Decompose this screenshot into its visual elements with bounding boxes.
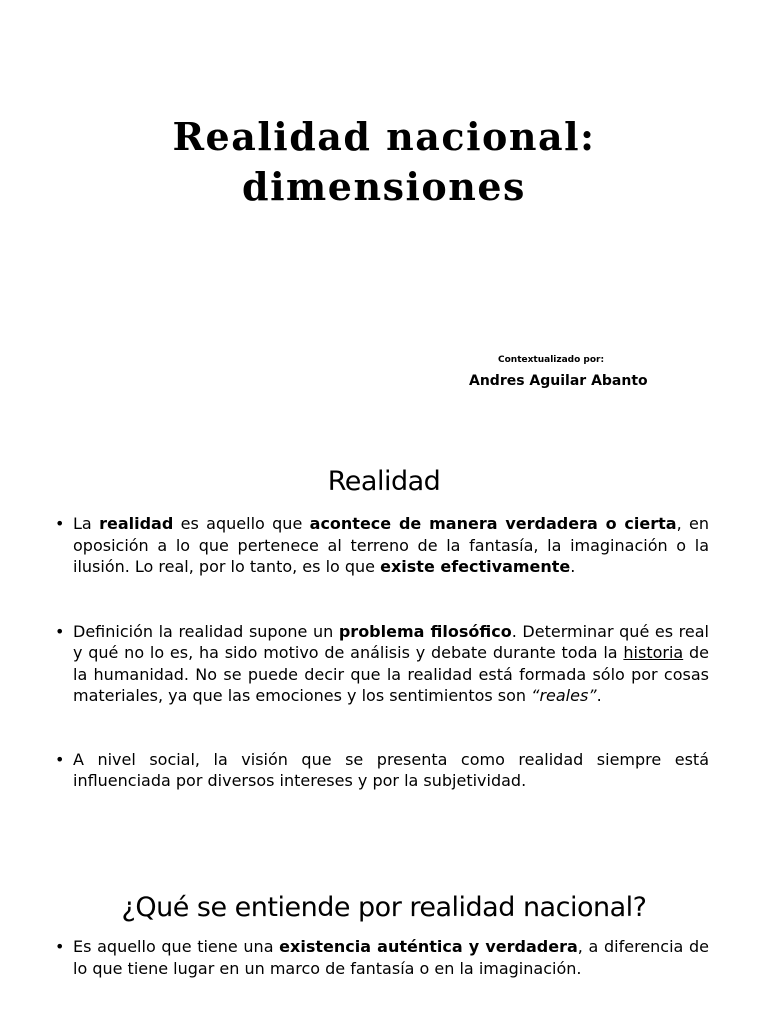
bullet-text: La — [73, 514, 100, 533]
bullet-italic-text: “reales” — [531, 686, 597, 705]
bullet-item — [55, 621, 709, 707]
realidad-nacional-heading: ¿Qué se entiende por realidad nacional? — [121, 892, 647, 923]
cover-slide — [0, 0, 768, 438]
cover-title-line2: dimensiones — [242, 164, 526, 209]
bullet-text: es aquello que — [173, 514, 310, 533]
realidad-bullet-list — [55, 513, 709, 792]
bullet-text: . — [570, 557, 576, 576]
realidad-nacional-slide — [0, 858, 768, 1024]
bullet-text: , en oposición a lo que pertenece al terreno de la fantasía, la imaginación o la ilusión. Lo real, por lo tanto, es lo que — [73, 514, 709, 576]
bullet-text: . Determinar qué es real y qué no lo es, ha sido motivo de análisis y debate durante toda la — [73, 621, 709, 662]
bullet-text: , a diferencia de lo que tiene lugar en un marco de fantasía o en la imaginación. — [73, 937, 710, 978]
bullet-item — [55, 936, 709, 979]
context-label: Contextualizado por: — [498, 355, 605, 365]
bullet-text: . — [596, 686, 602, 705]
bullet-bold-text: realidad — [99, 514, 174, 533]
bullet-text: Definición la realidad supone un — [73, 621, 339, 641]
bullet-item — [55, 749, 709, 792]
author-name: Andres Aguilar Abanto — [469, 373, 648, 389]
bullet-bold-text: problema filosófico — [338, 621, 512, 641]
realidad-heading: Realidad — [327, 466, 441, 497]
cover-title — [0, 112, 768, 212]
historia-link[interactable]: historia — [623, 643, 684, 662]
bullet-text: de la humanidad. No se puede decir que la realidad está formada sólo por cosas materiales, ya que las emociones y los sentimientos son — [73, 643, 709, 705]
realidad-slide — [0, 438, 768, 858]
cover-title-line1: Realidad nacional: — [172, 114, 596, 159]
realidad-nacional-bullet-list — [55, 936, 709, 979]
bullet-item — [55, 513, 709, 578]
bullet-bold-text: existe efectivamente — [380, 557, 571, 576]
bullet-bold-text: acontece de manera verdadera o cierta — [309, 514, 677, 533]
bullet-bold-text: existencia auténtica y verdadera — [279, 937, 578, 956]
bullet-text: Es aquello que tiene una — [73, 937, 280, 956]
bullet-text: A nivel social, la visión que se presenta como realidad siempre está influenciada por diversos intereses y por la subjetividad. — [73, 749, 709, 790]
